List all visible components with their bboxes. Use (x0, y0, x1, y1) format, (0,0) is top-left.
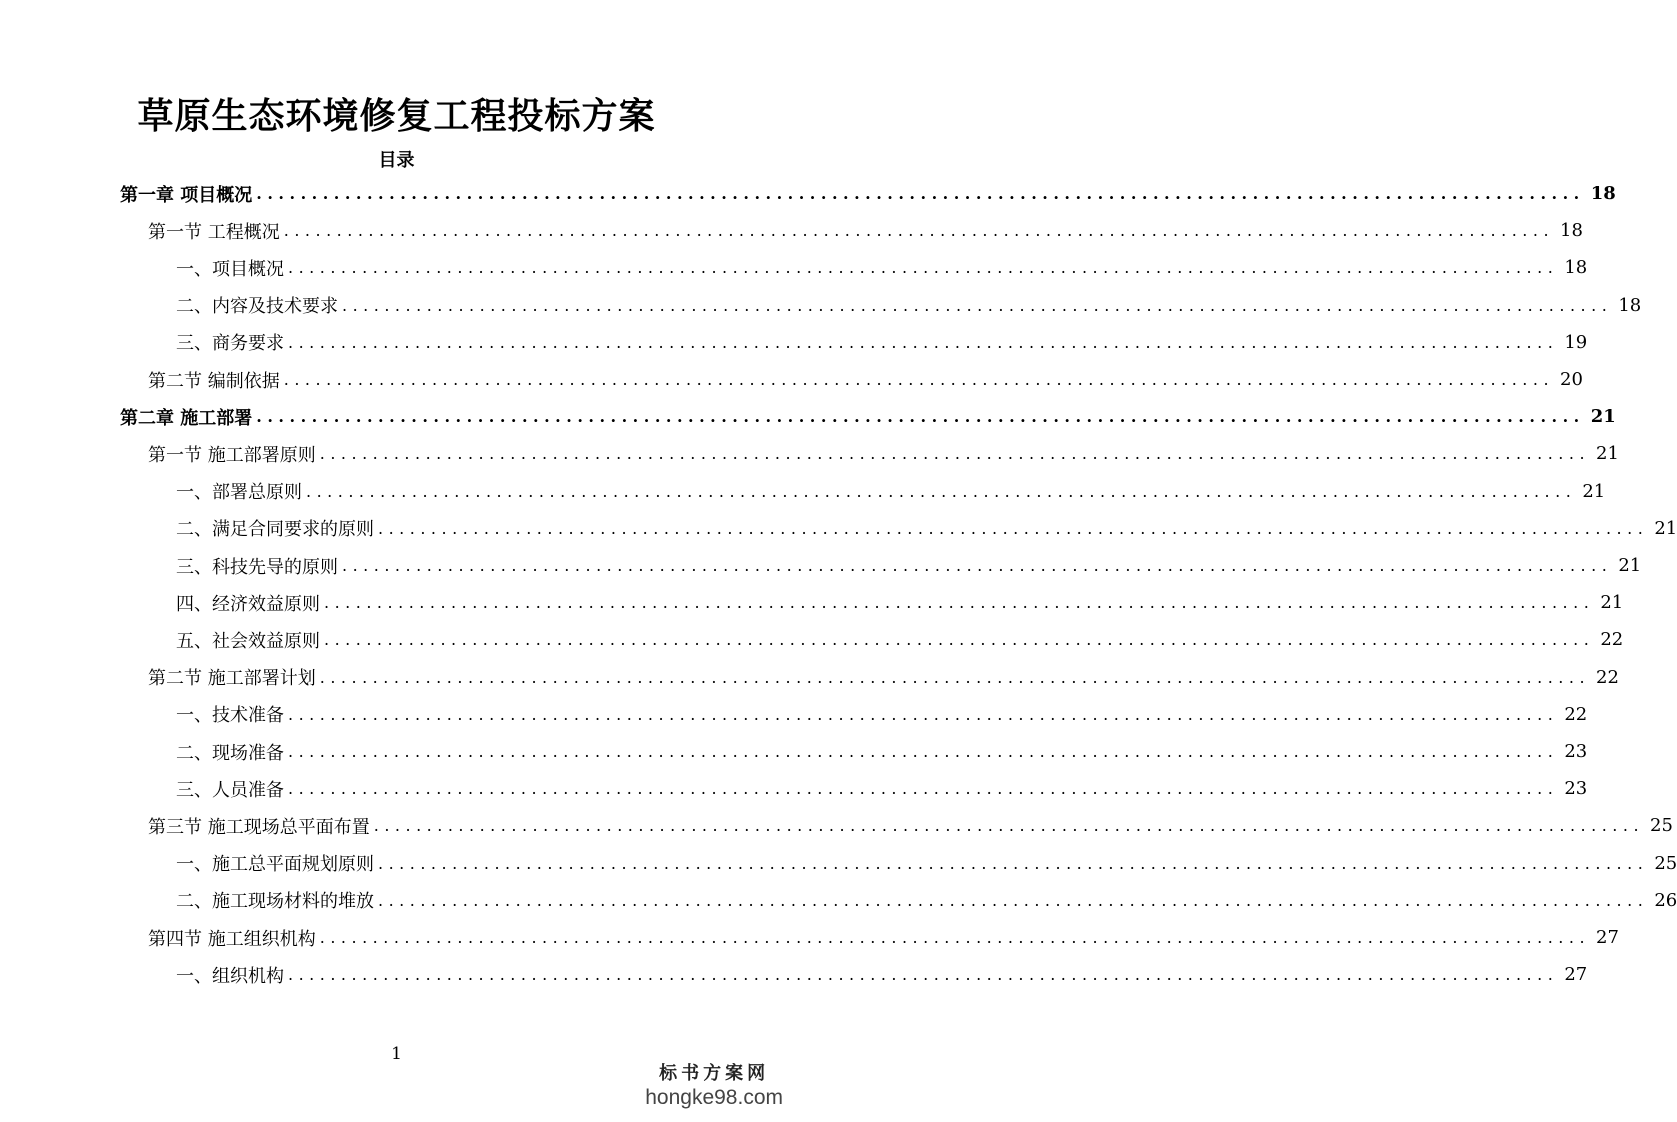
toc-entry[interactable] (176, 956, 1588, 993)
toc-entry-label: 二、施工现场材料的堆放 (176, 891, 374, 913)
toc-dot-leader: ........................................................................................................................ (288, 332, 1559, 352)
toc-entry[interactable] (148, 212, 1583, 249)
toc-entry-label: 四、经济效益原则 (176, 593, 320, 615)
toc-entry[interactable] (176, 621, 1624, 658)
toc-entry-page: 22 (1600, 629, 1624, 651)
toc-entry[interactable] (176, 696, 1588, 733)
toc-entry[interactable] (176, 473, 1606, 510)
toc-entry-page: 18 (1590, 183, 1616, 204)
toc-entry-label: 第二节 施工部署计划 (148, 668, 316, 690)
toc-dot-leader: ........................................................................................................................ (288, 779, 1559, 799)
toc-heading: 目录 (378, 150, 415, 171)
toc-entry[interactable] (176, 733, 1588, 770)
toc-entry-label: 三、人员准备 (176, 779, 284, 801)
toc-dot-leader: ........................................................................................................................ (378, 890, 1649, 910)
toc-entry-label: 二、现场准备 (176, 742, 284, 764)
toc-entry[interactable] (120, 175, 1616, 212)
toc-entry-page: 22 (1564, 703, 1588, 725)
toc-dot-leader: ........................................................................................................................ (288, 742, 1559, 761)
toc-entry-label: 二、内容及技术要求 (176, 296, 338, 318)
toc-entry-page: 20 (1560, 369, 1583, 390)
toc-entry-label: 第三节 施工现场总平面布置 (148, 816, 370, 838)
toc-entry-page: 27 (1564, 964, 1588, 986)
toc-entry-label: 第四节 施工组织机构 (148, 928, 316, 950)
toc-entry[interactable] (148, 435, 1619, 472)
toc-entry[interactable] (176, 324, 1588, 361)
toc-entry-page: 23 (1564, 778, 1588, 800)
toc-entry-label: 一、施工总平面规划原则 (176, 854, 374, 876)
toc-entry-label: 一、部署总原则 (176, 482, 302, 504)
watermark-logo (645, 1059, 783, 1110)
toc-dot-leader: ........................................................................................................................ (324, 630, 1595, 650)
toc-dot-leader: ........................................................................................................................ (324, 593, 1595, 613)
toc-entry-page: 18 (1560, 220, 1583, 242)
toc-entry-label: 第二章 施工部署 (120, 407, 253, 429)
toc-entry[interactable] (176, 510, 1677, 547)
toc-entry[interactable] (176, 547, 1642, 584)
toc-entry[interactable] (120, 398, 1616, 435)
toc-entry-label: 第一节 工程概况 (148, 221, 280, 243)
toc-dot-leader: ........................................................................................................................ (288, 258, 1559, 278)
toc-entry-page: 19 (1564, 331, 1588, 353)
toc-dot-leader: ........................................................................................................................ (256, 407, 1585, 427)
toc-entry-page: 27 (1596, 927, 1619, 948)
toc-entry[interactable] (176, 249, 1588, 286)
toc-dot-leader: ........................................................................................................................ (378, 518, 1649, 538)
toc-entry-label: 第二节 编制依据 (148, 370, 280, 392)
toc-entry-page: 23 (1564, 741, 1588, 762)
toc-dot-leader: ........................................................................................................................ (319, 444, 1591, 464)
toc-entry[interactable] (176, 882, 1677, 919)
toc-entry[interactable] (148, 919, 1619, 956)
watermark-text-en: hongke98.com (645, 1086, 783, 1109)
toc-dot-leader: ........................................................................................................................ (342, 556, 1613, 575)
toc-entry[interactable] (148, 659, 1619, 696)
toc-entry-page: 21 (1600, 592, 1624, 614)
toc-dot-leader: ........................................................................................................................ (306, 481, 1577, 501)
toc-dot-leader: ........................................................................................................................ (288, 965, 1559, 985)
toc-entry-page: 21 (1618, 555, 1642, 576)
toc-entry[interactable] (176, 584, 1624, 621)
toc-entry-page: 21 (1654, 517, 1677, 539)
toc-dot-leader: ........................................................................................................................ (378, 853, 1649, 873)
watermark-text-cn: 标书方案网 (659, 1063, 770, 1084)
page-number: 1 (391, 1044, 402, 1064)
toc-entry-label: 五、社会效益原则 (176, 630, 320, 652)
toc-dot-leader: ........................................................................................................................ (283, 221, 1555, 241)
toc-entry[interactable] (148, 807, 1673, 844)
toc-entry[interactable] (176, 287, 1642, 324)
toc-dot-leader: ........................................................................................................................ (373, 816, 1645, 836)
toc-entry-page: 22 (1596, 666, 1619, 688)
toc-entry-label: 三、商务要求 (176, 333, 284, 355)
toc-entry-label: 三、科技先导的原则 (176, 556, 338, 578)
toc-dot-leader: ........................................................................................................................ (256, 184, 1585, 203)
toc-dot-leader: ........................................................................................................................ (342, 295, 1613, 315)
toc-entry-page: 25 (1654, 852, 1677, 874)
toc-dot-leader: ........................................................................................................................ (283, 370, 1555, 389)
toc-dot-leader: ........................................................................................................................ (319, 667, 1591, 687)
toc-entry-label: 第一章 项目概况 (120, 184, 253, 206)
toc-entry[interactable] (176, 845, 1677, 882)
toc-entry-label: 一、技术准备 (176, 705, 284, 727)
toc-entry-page: 21 (1582, 480, 1606, 502)
toc-entry-page: 25 (1650, 815, 1673, 837)
toc-entry-page: 18 (1618, 294, 1642, 316)
toc-dot-leader: ........................................................................................................................ (319, 928, 1591, 947)
toc-entry-page: 21 (1596, 443, 1619, 465)
toc-entry-page: 21 (1590, 406, 1616, 428)
toc-entry-page: 18 (1564, 257, 1588, 279)
toc-dot-leader: ........................................................................................................................ (288, 704, 1559, 724)
toc-entry-page: 26 (1654, 889, 1677, 911)
toc-entry-label: 第一节 施工部署原则 (148, 444, 316, 466)
toc-entry[interactable] (176, 770, 1588, 807)
toc-entry[interactable] (148, 361, 1583, 398)
document-title: 草原生态环境修复工程投标方案 (137, 95, 656, 137)
toc-entry-label: 一、组织机构 (176, 965, 284, 987)
toc-entry-label: 二、满足合同要求的原则 (176, 519, 374, 541)
toc-entry-label: 一、项目概况 (176, 258, 284, 280)
